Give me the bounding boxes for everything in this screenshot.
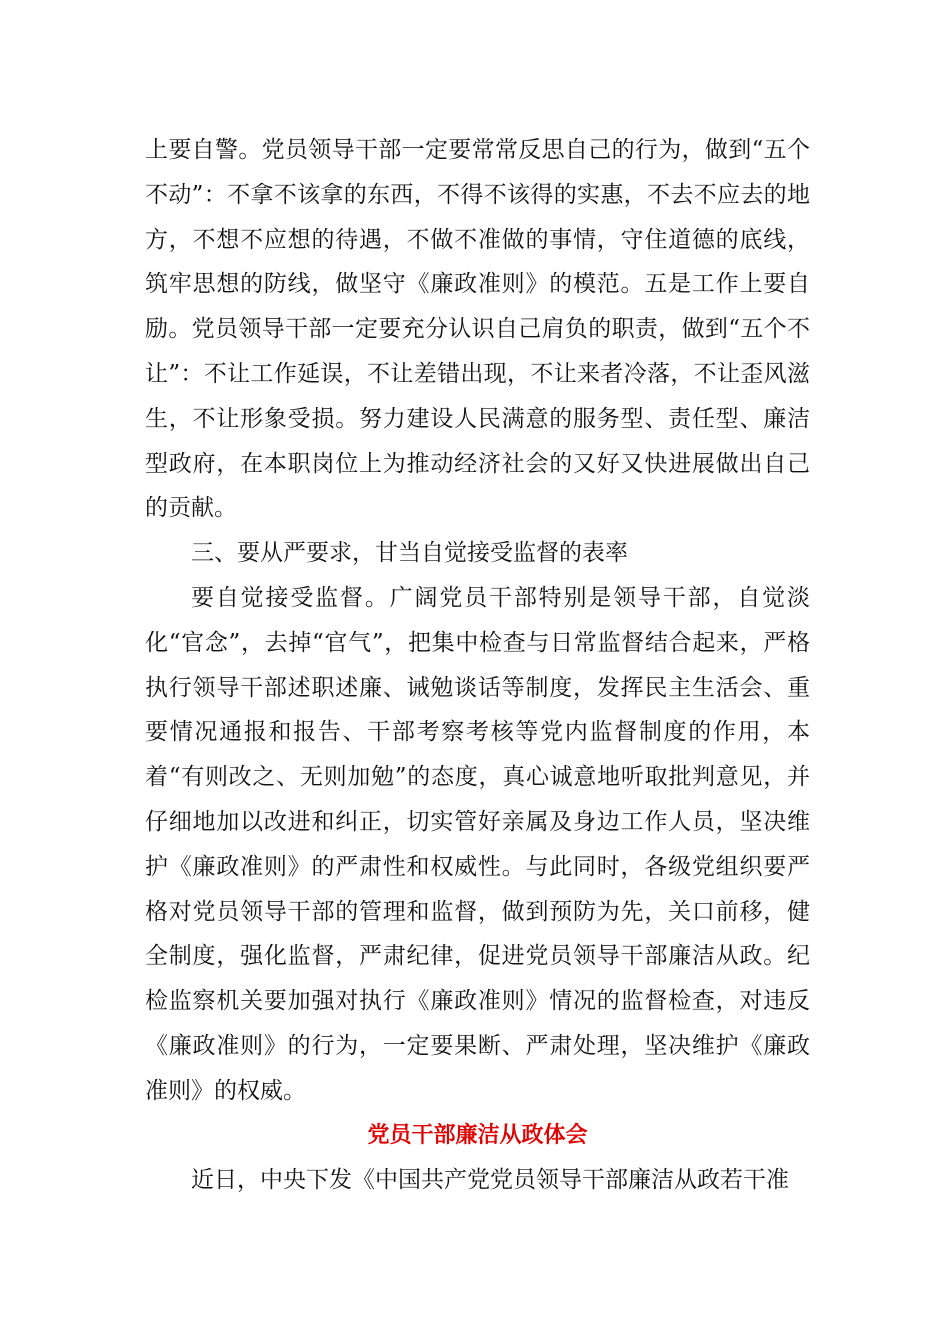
paragraph-intro: 近日，中央下发《中国共产党党员领导干部廉洁从政若干准 bbox=[191, 1167, 789, 1194]
section-heading-supervision: 三、要从严要求，甘当自觉接受监督的表率 bbox=[191, 540, 628, 567]
article-title: 党员干部廉洁从政体会 bbox=[367, 1122, 588, 1148]
paragraph-accept-supervision: 要自觉接受监督。广阔党员干部特别是领导干部，自觉淡化“官念”，去掉“官气”，把集中检查与日常监督结合起来，严格执行领导干部述职述廉、诫勉谈话等制度，发挥民主生活会、重要情况通报和报告、干部考察考核等党内监督制度的作用，本着“有则改之、无则加勉”的态度，真心诚意地听取批判意见，并仔细地加以改进和纠正，切实管好亲属及身边工作人员，坚决维护《廉政准则》的严肃性和权威性。与此同时，各级党组织要严格对党员领导干部的管理和监督，做到预防为先，关口前移，健全制度，强化监督，严肃纪律，促进党员领导干部廉洁从政。纪检监察机关要加强对执行《廉政准则》情况的监督检查，对违反《廉政准则》的行为，一定要果断、严肃处理，坚决维护《廉政准则》的权威。 bbox=[145, 584, 810, 1104]
paragraph-self-discipline: 上要自警。党员领导干部一定要常常反思自己的行为，做到“五个不动”：不拿不该拿的东西，不得不该得的实惠，不去不应去的地方，不想不应想的待遇，不做不准做的事情，守住道德的底线，筑牢思想的防线，做坚守《廉政准则》的模范。五是工作上要自励。党员领导干部一定要充分认识自己肩负的职责，做到“五个不让”：不让工作延误，不让差错出现，不让来者冷落，不让歪风滋生，不让形象受损。努力建设人民满意的服务型、责任型、廉洁型政府，在本职岗位上为推动经济社会的又好又快进展做出自己的贡献。 bbox=[145, 137, 810, 522]
document-body bbox=[145, 128, 810, 1203]
